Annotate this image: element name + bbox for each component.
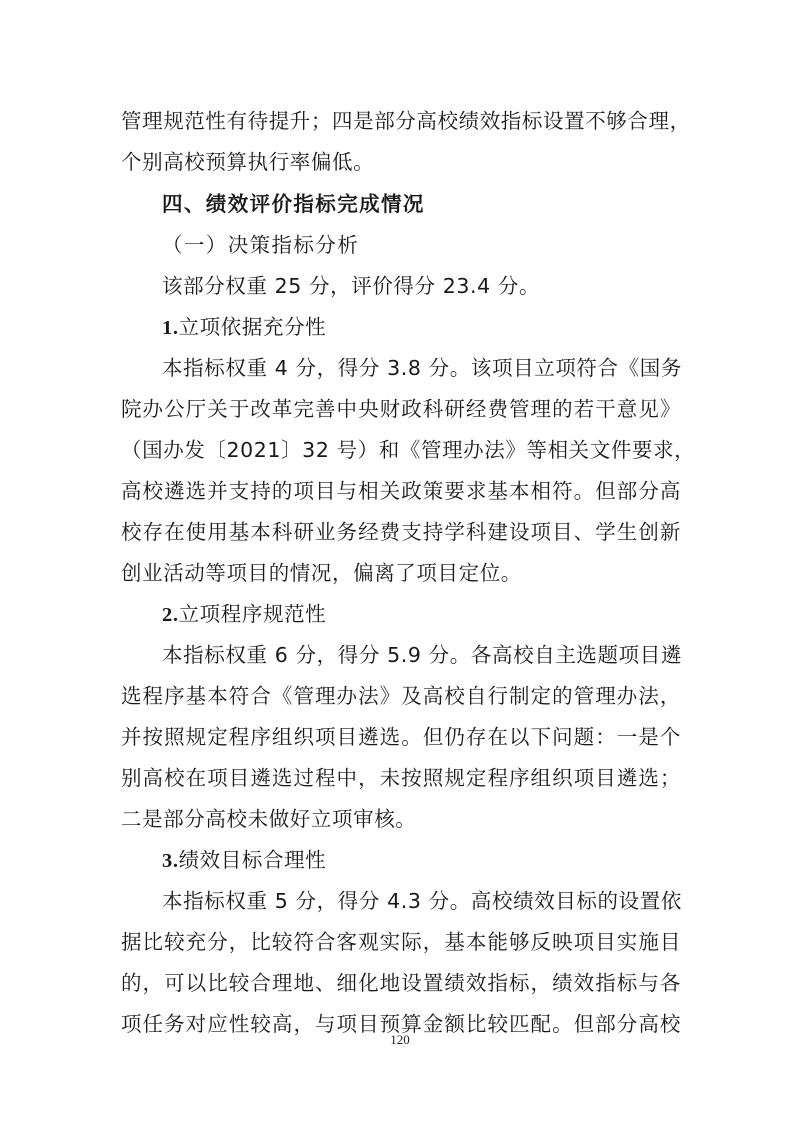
paragraph-line: 创业活动等项目的情况，偏离了项目定位。	[121, 561, 522, 585]
paragraph-line: 本指标权重 4 分，得分 3.8 分。该项目立项符合《国务	[162, 356, 682, 380]
paragraph-line: 的，可以比较合理地、细化地设置绩效指标，绩效指标与各	[121, 971, 681, 995]
subsection-heading: （一）决策指标分析	[162, 233, 360, 257]
paragraph-line: 据比较充分，比较符合客观实际，基本能够反映项目实施目	[121, 930, 681, 954]
item-title: 绩效目标合理性	[178, 848, 327, 872]
item-heading	[162, 594, 682, 634]
section-heading: 四、绩效评价指标完成情况	[162, 192, 425, 216]
item-title: 立项依据充分性	[178, 315, 327, 339]
paragraph-line: 本指标权重 6 分，得分 5.9 分。各高校自主选题项目遴	[162, 643, 682, 667]
paragraph-line: 管理规范性有待提升；四是部分高校绩效指标设置不够合理，	[121, 109, 691, 133]
item-heading	[162, 307, 682, 347]
paragraph-line: 别高校在项目遴选过程中，未按照规定程序组织项目遴选；	[121, 766, 681, 790]
item-number: 1.	[162, 317, 179, 339]
page-number: 120	[390, 1032, 410, 1047]
paragraph-line: 院办公厅关于改革完善中央财政科研经费管理的若干意见》	[121, 397, 681, 421]
item-number: 2.	[162, 604, 179, 626]
paragraph-line: 项任务对应性较高，与项目预算金额比较匹配。但部分高校	[121, 1012, 681, 1036]
paragraph-line: 并按照规定程序组织项目遴选。但仍存在以下问题：一是个	[121, 725, 681, 749]
paragraph-line: （国办发〔2021〕32 号）和《管理办法》等相关文件要求，	[121, 438, 696, 462]
paragraph-line: 二是部分高校未做好立项审核。	[121, 807, 417, 831]
item-heading	[162, 840, 682, 880]
paragraph-line: 本指标权重 5 分，得分 4.3 分。高校绩效目标的设置依	[162, 889, 682, 913]
item-number: 3.	[162, 850, 179, 872]
item-title: 立项程序规范性	[178, 602, 327, 626]
paragraph-line: 校存在使用基本科研业务经费支持学科建设项目、学生创新	[121, 520, 681, 544]
paragraph-line: 该部分权重 25 分，评价得分 23.4 分。	[162, 274, 541, 298]
paragraph-line: 个别高校预算执行率偏低。	[121, 150, 375, 174]
paragraph-line: 选程序基本符合《管理办法》及高校自行制定的管理办法，	[121, 684, 681, 708]
paragraph-line: 高校遴选并支持的项目与相关政策要求基本相符。但部分高	[121, 479, 681, 503]
